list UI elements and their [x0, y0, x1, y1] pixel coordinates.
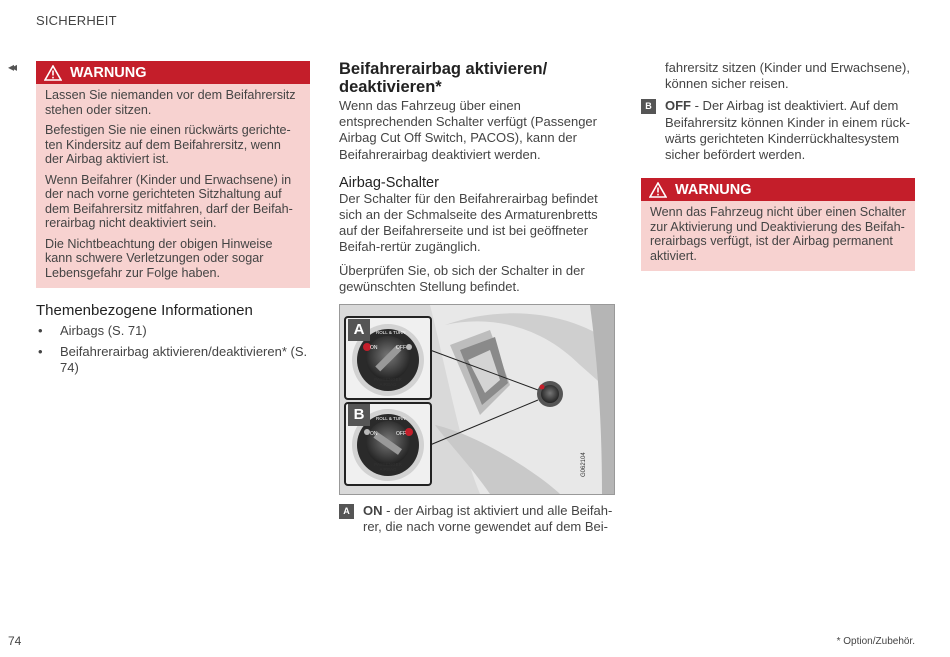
airbag-switch-figure [339, 304, 615, 495]
switch-passenger-airbag-text-a: PASSENGER AIRBAG [374, 377, 402, 388]
switch-on-text-a: ON [370, 345, 378, 352]
right-column [641, 60, 915, 271]
item-b-off [641, 98, 915, 163]
badge-b: B [641, 99, 656, 114]
warning-header [36, 61, 310, 84]
warning-title: WARNUNG [70, 64, 147, 81]
warning-triangle-icon [44, 65, 62, 81]
footnote: * Option/Zubehör. [836, 636, 915, 647]
check-switch-text: Überprüfen Sie, ob sich der Schalter in der gewünschten Stellung befindet. [339, 262, 585, 294]
item-a-continuation-text: fahrersitz sitzen (Kinder und Erwachsene), können sicher reisen. [665, 60, 910, 92]
related-link-airbags[interactable]: • Airbags (S. 71) [36, 323, 310, 339]
switch-passenger-airbag-text-b: PASSENGER AIRBAG [374, 462, 402, 473]
figure-code: G062104 [581, 452, 587, 478]
related-link-beifahrerairbag[interactable]: • Beifahrerairbag aktivieren/deaktivieren* (S. 74) [36, 344, 310, 376]
related-list [36, 323, 310, 376]
back-arrows-icon[interactable]: ◂◂ [8, 60, 15, 74]
warning-title: WARNUNG [675, 181, 752, 198]
item-b-text: - Der Airbag ist deaktiviert. Auf dem Beifahrersitz können Kinder in einem rück-wärts gerichteten Kinderrückhaltesystem sicher befördert werden. [665, 98, 910, 163]
warning-paragraph: Lassen Sie niemanden vor dem Beifahrersitz stehen oder sitzen. [45, 88, 296, 117]
item-a-on [339, 503, 615, 535]
warning-header [641, 178, 915, 201]
warning-triangle-icon [649, 182, 667, 198]
figure-label-b: B [348, 404, 370, 426]
switch-on-text-b: ON [370, 431, 378, 438]
subheading-airbag-schalter: Airbag-Schalter [339, 174, 439, 191]
warning-box-left [36, 61, 310, 288]
section-header: SICHERHEIT [36, 13, 117, 28]
item-b-label: OFF [665, 98, 691, 114]
item-a-continuation [641, 60, 915, 92]
item-a-label: ON [363, 503, 383, 519]
figure-label-a: A [348, 319, 370, 341]
left-column [36, 61, 310, 381]
warning-box-right [641, 178, 915, 271]
switch-location-text: Der Schalter für den Beifahrerairbag befindet sich an der Schmalseite des Armaturenbretts auf der Beifahrerseite und ist bei geöffneter Beifah-rertür zugänglich. [339, 190, 598, 255]
switch-roll-turn-text-a: ROLL & TURN [376, 330, 406, 336]
warning-paragraph: Wenn Beifahrer (Kinder und Erwachsene) in der nach vorne gerichteten Sitzhaltung auf dem Beifahrersitz mitfahren, darf der Beifah-rerairbag nicht deaktiviert sein. [45, 172, 293, 230]
warning-paragraph: Die Nichtbeachtung der obigen Hinweise kann schwere Verletzungen oder sogar Lebensgefahr zur Folge haben. [45, 236, 273, 280]
related-info [36, 302, 310, 376]
page-title: Beifahrerairbag aktivieren/ deaktivieren* [339, 60, 548, 96]
intro-text: Wenn das Fahrzeug über einen entsprechenden Schalter verfügt (Passenger Airbag Cut Off Switch, PACOS), kann der Beifahrerairbag deaktiviert werden. [339, 98, 597, 162]
item-a-text: - der Airbag ist aktiviert und alle Beifah-rer, die nach vorne gewendet auf dem Bei- [363, 503, 613, 535]
switch-off-text-b: OFF [396, 431, 406, 438]
middle-column [339, 60, 615, 535]
related-heading: Themenbezogene Informationen [36, 302, 253, 319]
warning-paragraph: Befestigen Sie nie einen rückwärts gerichte-ten Kindersitz auf dem Beifahrersitz, wenn der Airbag aktiviert ist. [45, 123, 291, 166]
switch-off-text-a: OFF [396, 345, 406, 352]
badge-a: A [339, 504, 354, 519]
page-number: 74 [8, 634, 22, 648]
switch-roll-turn-text-b: ROLL & TURN [376, 416, 406, 422]
warning-paragraph: Wenn das Fahrzeug nicht über einen Schalter zur Aktivierung und Deaktivierung des Beifah-rerairbags verfügt, ist der Airbag permanent aktiviert. [650, 205, 906, 263]
